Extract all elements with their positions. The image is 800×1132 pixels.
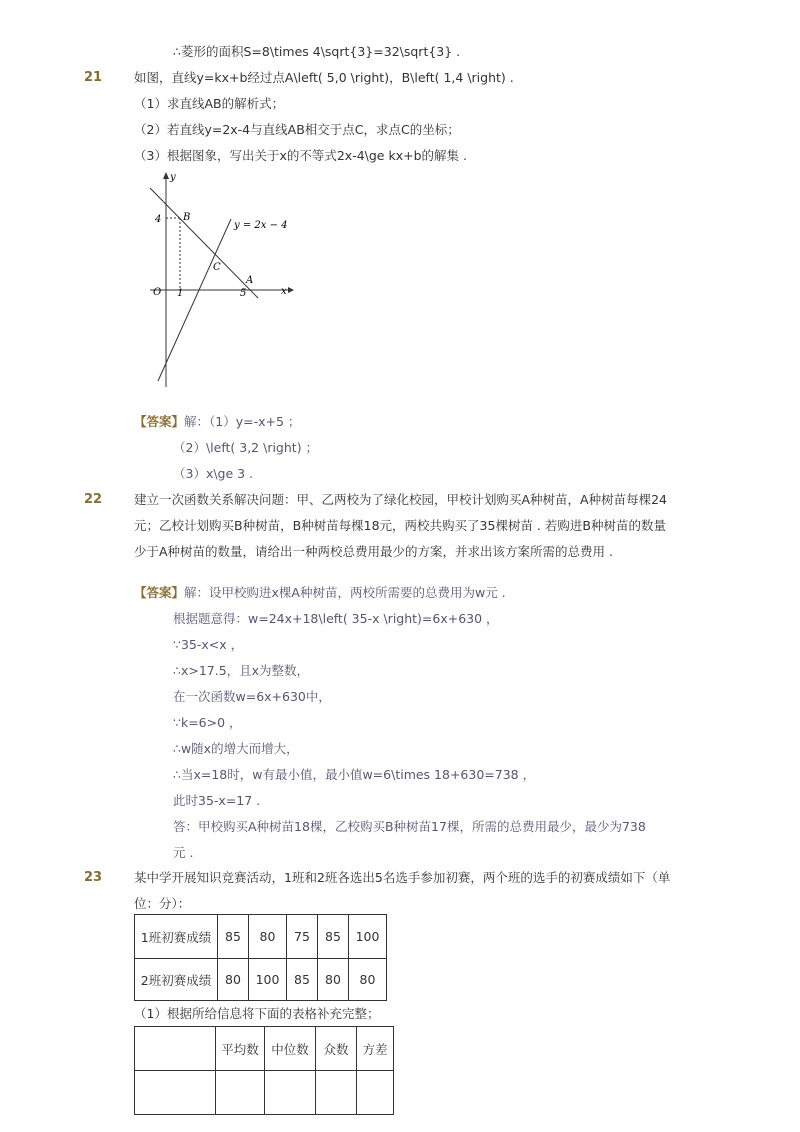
q22-number: 22	[84, 492, 103, 507]
q22-answer-1: 解：设甲校购进x棵A种树苗，两校所需要的总费用为w元 .	[184, 585, 506, 600]
y-axis-label: y	[170, 172, 176, 183]
q21-part1: （1）求直线AB的解析式；	[134, 96, 285, 111]
q22-answer-11: 元 .	[173, 845, 194, 860]
q21-answer-1: 解：（1）y=-x+5 ；	[184, 414, 301, 429]
q22-stem-line3: 少于A种树苗的数量，请给出一种两校总费用最少的方案，并求出该方案所需的总费用 .	[134, 544, 613, 559]
q22-answer-2: 根据题意得：w=24x+18\left( 35-x \right)=6x+630 ，	[173, 611, 499, 626]
table-cell: 100	[249, 959, 287, 1001]
q22-stem-line1: 建立一次函数关系解决问题：甲、乙两校为了绿化校园，甲校计划购买A种树苗，A种树苗每棵24	[134, 492, 668, 507]
point-a-label: A	[246, 275, 254, 286]
table-cell	[216, 1071, 265, 1115]
line-2x-minus-4	[158, 219, 231, 381]
table-header-cell	[135, 1027, 216, 1071]
q23-number: 23	[84, 870, 103, 885]
x-axis-arrow-icon	[288, 287, 294, 293]
x-axis-label: x	[281, 286, 287, 297]
q22-answer-3: ∵35-x<x ，	[173, 637, 244, 652]
table-cell: 85	[218, 915, 249, 959]
table-header-cell: 方差	[357, 1027, 394, 1071]
table-header-cell: 平均数	[216, 1027, 265, 1071]
table-cell	[135, 1071, 216, 1115]
table-row	[135, 1071, 394, 1115]
q21-part2: （2）若直线y=2x-4与直线AB相交于点C，求点C的坐标；	[134, 122, 460, 137]
q21-answer-line1	[134, 414, 300, 430]
q23-scores-table	[134, 914, 387, 1001]
q21-stem: 如图，直线y=kx+b经过点A\left( 5,0 \right)，B\left( 1,4 \right) .	[134, 70, 514, 85]
q23-part1: （1）根据所给信息将下面的表格补充完整；	[134, 1006, 380, 1021]
q21-answer-2: （2）\left( 3,2 \right) ；	[173, 440, 319, 455]
q22-answer-9: 此时35-x=17 .	[173, 793, 261, 808]
line-equation-label: y = 2x − 4	[234, 220, 288, 231]
q20-conclusion: ∴菱形的面积S=8\times 4\sqrt{3}=32\sqrt{3} .	[173, 44, 461, 59]
tick-1-label: 1	[177, 288, 184, 299]
q21-number: 21	[84, 70, 103, 85]
q22-stem-line2: 元；乙校计划购买B种树苗，B种树苗每棵18元，两校共购买了35棵树苗 . 若购进B种树苗的数量	[134, 518, 666, 533]
table-cell: 80	[249, 915, 287, 959]
y-axis-arrow-icon	[163, 172, 169, 179]
q22-answer-7: ∴w随x的增大而增大，	[173, 741, 299, 756]
point-b-label: B	[183, 212, 191, 223]
q22-answer-6: ∵k=6>0 ，	[173, 715, 242, 730]
q21-figure	[140, 165, 300, 395]
q22-answer-tag: 【答案】	[134, 585, 185, 600]
table-cell: 85	[318, 915, 349, 959]
table-cell: 80	[318, 959, 349, 1001]
q23-stem-line1: 某中学开展知识竞赛活动，1班和2班各选出5名选手参加初赛，两个班的选手的初赛成绩如下（单	[134, 870, 671, 885]
table-cell	[357, 1071, 394, 1115]
tick-4-label: 4	[155, 214, 162, 225]
table-cell: 1班初赛成绩	[135, 915, 218, 959]
table-row	[135, 1027, 394, 1071]
q22-answer-line1	[134, 585, 506, 601]
table-cell: 2班初赛成绩	[135, 959, 218, 1001]
table-cell: 80	[218, 959, 249, 1001]
q22-answer-4: ∴x>17.5，且x为整数，	[173, 663, 310, 678]
table-cell: 75	[287, 915, 318, 959]
origin-label: O	[153, 287, 162, 298]
table-cell: 80	[349, 959, 387, 1001]
q21-answer-tag: 【答案】	[134, 414, 185, 429]
tick-5-label: 5	[240, 288, 247, 299]
q22-answer-8: ∴当x=18时，w有最小值，最小值w=6\times 18+630=738 ，	[173, 767, 536, 782]
table-cell	[265, 1071, 316, 1115]
table-cell: 85	[287, 959, 318, 1001]
table-header-cell: 中位数	[265, 1027, 316, 1071]
q23-stats-table	[134, 1026, 394, 1115]
q22-answer-10: 答：甲校购买A种树苗18棵，乙校购买B种树苗17棵，所需的总费用最少，最少为738	[173, 819, 646, 834]
q23-stem-line2: 位：分）：	[134, 896, 191, 911]
table-row	[135, 959, 387, 1001]
table-cell: 100	[349, 915, 387, 959]
table-row	[135, 915, 387, 959]
q21-answer-3: （3）x\ge 3 .	[173, 466, 254, 481]
q21-part3: （3）根据图象，写出关于x的不等式2x-4\ge kx+b的解集 .	[134, 148, 467, 163]
point-c-label: C	[213, 262, 221, 273]
q22-answer-5: 在一次函数w=6x+630中，	[173, 689, 331, 704]
table-header-cell: 众数	[316, 1027, 357, 1071]
table-cell	[316, 1071, 357, 1115]
